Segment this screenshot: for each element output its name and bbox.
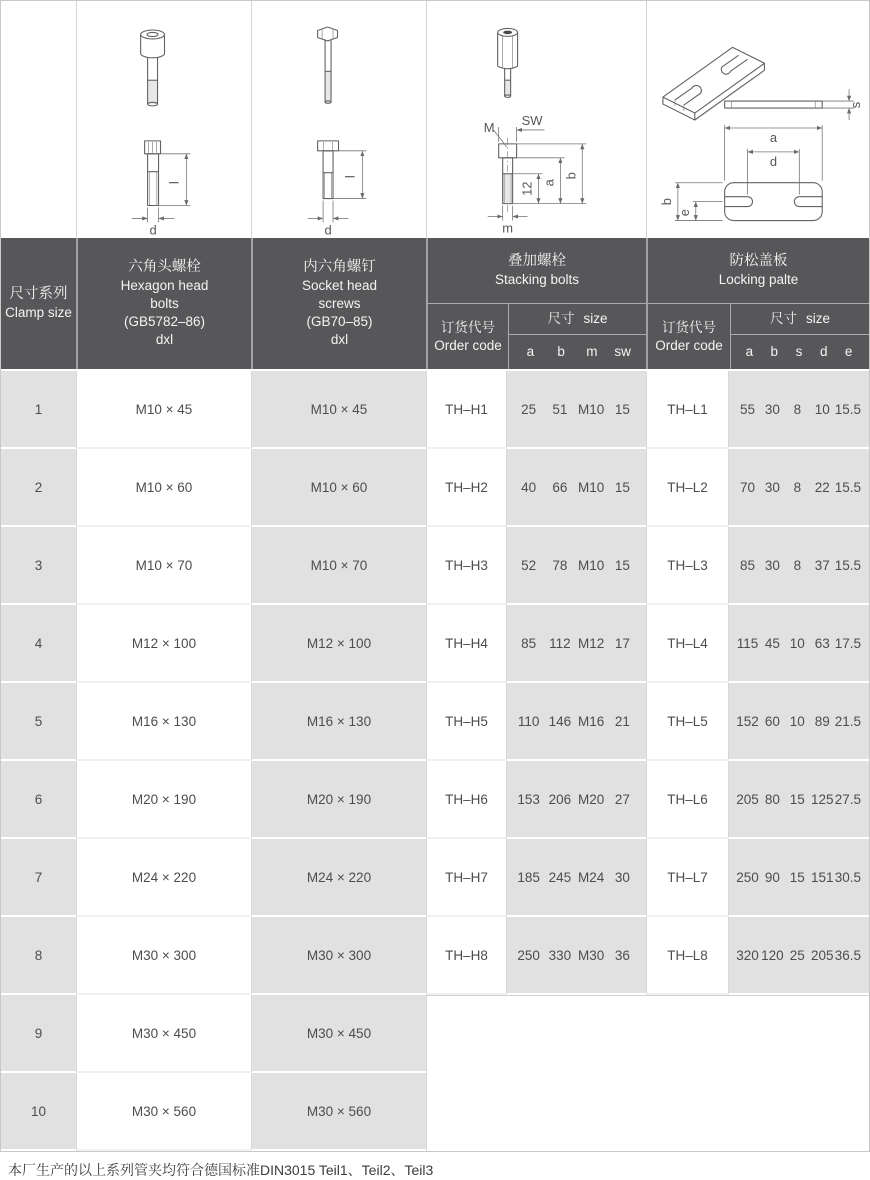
stacking-dims-cell (506, 683, 646, 761)
stacking-dim-value: 17 (614, 635, 630, 651)
socket-screws-header-zh: 内六角螺钉 (303, 259, 376, 276)
locking-dim-value: 10 (789, 635, 805, 651)
dim-letter: sw (614, 344, 631, 360)
stacking-dim-value: M10 (577, 557, 605, 573)
stacking-bolts-header (426, 238, 646, 369)
dim-label-m-thread: M (483, 119, 495, 135)
table-header (1, 238, 869, 371)
socket-screw-spec-cell: M30 × 300 (251, 917, 426, 995)
socket-screw-spec-cell: M30 × 450 (251, 995, 426, 1073)
cap-screw-drawing (76, 1, 251, 238)
locking-order-code-header: 订货代号 Order code (655, 319, 723, 353)
stacking-dim-value: M30 (577, 947, 605, 963)
stacking-dim-value: 250 (517, 947, 540, 963)
dim-label-sw: SW (521, 112, 543, 128)
stacking-bolts-title-en: Stacking bolts (494, 272, 580, 288)
dim-letter: b (770, 344, 778, 360)
locking-dim-value: 120 (761, 947, 784, 963)
locking-dims-cell (728, 449, 869, 527)
locking-dim-value: 15.5 (834, 401, 861, 417)
stacking-order-code-cell: TH–H2 (426, 449, 506, 527)
locking-order-code-cell: TH–L4 (646, 605, 728, 683)
clamp-size-cell: 7 (1, 839, 76, 917)
hex-bolt-drawing (251, 1, 426, 238)
stacking-dim-value: 185 (517, 869, 540, 885)
stacking-dim-value: M20 (577, 791, 605, 807)
hexagon-bolts-header-en: Hexagon head (120, 278, 209, 294)
stacking-dims-cell (506, 527, 646, 605)
stacking-dim-value: 66 (552, 479, 568, 495)
dim-label-d: d (324, 222, 332, 238)
locking-dim-value: 8 (793, 557, 802, 573)
stacking-order-code-cell: TH–H8 (426, 917, 506, 995)
socket-screw-spec-cell: M12 × 100 (251, 605, 426, 683)
clamp-size-cell: 5 (1, 683, 76, 761)
locking-dim-value: 15.5 (834, 479, 861, 495)
locking-dim-value: 205 (736, 791, 759, 807)
stacking-dim-value: M24 (577, 869, 605, 885)
socket-screws-header-en: Socket head (301, 278, 378, 294)
locking-order-code-cell: TH–L1 (646, 371, 728, 449)
stacking-dim-value: 78 (552, 557, 568, 573)
locking-order-code-cell: TH–L3 (646, 527, 728, 605)
stacking-dim-value: 27 (614, 791, 630, 807)
locking-dim-value: 152 (736, 713, 759, 729)
stacking-dim-value: 52 (521, 557, 537, 573)
locking-size-header: 尺寸 size (731, 304, 869, 335)
clamp-size-cell: 4 (1, 605, 76, 683)
locking-dims-cell (728, 605, 869, 683)
locking-dim-value: 30 (764, 479, 780, 495)
dim-letter: a (745, 344, 754, 360)
dim-label-b: b (563, 172, 579, 180)
hex-bolt-spec-cell: M24 × 220 (76, 839, 251, 917)
stacking-dim-value: 206 (548, 791, 572, 807)
stacking-order-code-cell: TH–H5 (426, 683, 506, 761)
stacking-dims-cell (506, 605, 646, 683)
hexagon-bolts-header-en: bolts (150, 296, 179, 312)
clamp-size-cell: 1 (1, 371, 76, 449)
stacking-dim-value: 245 (548, 869, 572, 885)
locking-dim-value: 17.5 (834, 635, 861, 651)
stacking-dim-value: 15 (614, 479, 630, 495)
stacking-order-code-cell: TH–H3 (426, 527, 506, 605)
locking-plate-drawing (646, 1, 869, 238)
locking-dim-value: 27.5 (834, 791, 861, 807)
socket-screws-header-en: screws (318, 296, 361, 312)
locking-dim-value: 15.5 (834, 557, 861, 573)
dim-label-12: 12 (519, 181, 535, 196)
stacking-dim-value: 15 (614, 557, 630, 573)
stacking-order-code-cell: TH–H7 (426, 839, 506, 917)
locking-dim-value: 70 (739, 479, 755, 495)
stacking-order-code-cell: TH–H1 (426, 371, 506, 449)
clamp-size-cell: 9 (1, 995, 76, 1073)
empty-region (426, 995, 869, 1151)
locking-dim-value: 21.5 (834, 713, 861, 729)
drawings-spacer (1, 1, 76, 238)
locking-dim-value: 250 (736, 869, 759, 885)
locking-dim-value: 85 (739, 557, 755, 573)
clamp-size-cell: 10 (1, 1073, 76, 1151)
hex-bolt-spec-cell: M30 × 560 (76, 1073, 251, 1151)
locking-dim-value: 8 (793, 401, 802, 417)
stacking-dim-value: 85 (521, 635, 537, 651)
hex-bolt-spec-cell: M30 × 450 (76, 995, 251, 1073)
locking-dim-value: 151 (810, 869, 834, 885)
locking-dim-value: 36.5 (834, 947, 861, 963)
locking-dim-value: 15 (789, 869, 805, 885)
hexagon-bolts-header-std: (GB5782–86) (123, 314, 206, 330)
stacking-dim-value: 21 (614, 713, 630, 729)
dim-label-l: l (166, 181, 182, 185)
locking-dim-value: 30 (764, 401, 780, 417)
locking-plate-title-zh: 防松盖板 (729, 253, 788, 270)
stacking-dim-value: 112 (549, 635, 571, 651)
hex-bolt-spec-cell: M12 × 100 (76, 605, 251, 683)
locking-dims-cell (728, 917, 869, 995)
stacking-dims-cell (506, 917, 646, 995)
dim-label-d: d (769, 153, 778, 169)
clamp-size-header-zh: 尺寸系列 (9, 286, 68, 303)
locking-order-code-cell: TH–L2 (646, 449, 728, 527)
stacking-dim-value: 36 (614, 947, 630, 963)
locking-dim-value: 25 (789, 947, 805, 963)
locking-dim-value: 37 (814, 557, 830, 573)
stacking-bolts-title-zh: 叠加螺栓 (508, 253, 566, 270)
locking-dim-value: 10 (789, 713, 805, 729)
clamp-size-cell: 6 (1, 761, 76, 839)
hex-bolt-spec-cell: M10 × 70 (76, 527, 251, 605)
stacking-dim-value: 15 (614, 401, 630, 417)
socket-screw-spec-cell: M10 × 70 (251, 527, 426, 605)
locking-dim-value: 80 (764, 791, 780, 807)
hex-bolt-spec-cell: M10 × 45 (76, 371, 251, 449)
clamp-size-cell: 8 (1, 917, 76, 995)
locking-plate-title-en: Locking palte (718, 272, 799, 288)
dim-label-d: d (149, 222, 157, 238)
dim-label-m: m (502, 220, 514, 236)
stacking-dim-value: 110 (517, 713, 540, 729)
stacking-dim-value: M16 (577, 713, 605, 729)
footer-note: 本厂生产的以上系列管夹均符合德国标准DIN3015 Teil1、Teil2、Teil3 (8, 1162, 434, 1178)
socket-screw-spec-cell: M10 × 60 (251, 449, 426, 527)
locking-dim-letters (731, 335, 869, 369)
dim-letter: d (820, 344, 828, 360)
dim-letter: e (844, 344, 853, 360)
socket-screw-spec-cell: M24 × 220 (251, 839, 426, 917)
clamp-size-header-en: Clamp size (5, 305, 72, 321)
locking-dim-value: 90 (764, 869, 780, 885)
stacking-dim-value: 25 (521, 401, 537, 417)
locking-order-code-cell: TH–L7 (646, 839, 728, 917)
dim-letter: s (795, 344, 803, 360)
locking-dim-value: 22 (814, 479, 830, 495)
locking-dim-value: 89 (814, 713, 830, 729)
dim-label-b: b (658, 198, 674, 206)
locking-dim-value: 45 (764, 635, 780, 651)
stacking-dim-letters (509, 335, 646, 369)
locking-dim-value: 15 (789, 791, 805, 807)
socket-screw-spec-cell: M20 × 190 (251, 761, 426, 839)
hex-bolt-spec-cell: M20 × 190 (76, 761, 251, 839)
socket-screws-header (251, 238, 426, 369)
clamp-size-cell: 3 (1, 527, 76, 605)
hexagon-bolts-header-dxl: dxl (155, 331, 174, 347)
stacking-order-code-cell: TH–H4 (426, 605, 506, 683)
dim-label-a: a (541, 179, 557, 187)
stacking-dim-value: M12 (577, 635, 605, 651)
locking-dim-value: 115 (736, 635, 759, 651)
locking-dim-value: 10 (814, 401, 830, 417)
hex-bolt-spec-cell: M30 × 300 (76, 917, 251, 995)
hexagon-bolts-header-zh: 六角头螺栓 (128, 259, 201, 276)
dim-label-a: a (769, 129, 778, 145)
locking-dim-value: 30.5 (834, 869, 861, 885)
socket-screw-spec-cell: M30 × 560 (251, 1073, 426, 1151)
stacking-dim-value: M10 (577, 401, 605, 417)
locking-dims-cell (728, 371, 869, 449)
locking-dim-value: 55 (739, 401, 755, 417)
dim-letter: a (526, 344, 535, 360)
dim-letter: b (557, 344, 565, 360)
stacking-order-code-header: 订货代号 Order code (434, 319, 502, 353)
stacking-bolt-drawing (426, 1, 646, 238)
hex-bolt-spec-cell: M10 × 60 (76, 449, 251, 527)
locking-dim-value: 125 (810, 791, 834, 807)
stacking-dim-value: 330 (548, 947, 572, 963)
stacking-dim-value: 40 (521, 479, 537, 495)
dim-label-l: l (342, 175, 358, 179)
locking-dim-value: 320 (736, 947, 759, 963)
stacking-dim-value: M10 (577, 479, 605, 495)
locking-dim-value: 60 (764, 713, 780, 729)
hexagon-bolts-header (76, 238, 251, 369)
socket-screw-spec-cell: M16 × 130 (251, 683, 426, 761)
locking-dim-value: 63 (814, 635, 830, 651)
locking-plate-header (646, 238, 869, 369)
socket-screws-header-dxl: dxl (330, 331, 349, 347)
locking-dim-value: 205 (810, 947, 834, 963)
locking-dims-cell (728, 839, 869, 917)
locking-order-code-cell: TH–L6 (646, 761, 728, 839)
locking-dims-cell (728, 683, 869, 761)
socket-screw-spec-cell: M10 × 45 (251, 371, 426, 449)
locking-order-code-cell: TH–L8 (646, 917, 728, 995)
clamp-size-header (1, 238, 76, 369)
stacking-dims-cell (506, 371, 646, 449)
stacking-dim-value: 30 (614, 869, 630, 885)
hex-bolt-spec-cell: M16 × 130 (76, 683, 251, 761)
socket-screws-header-std: (GB70–85) (306, 314, 373, 330)
locking-dims-cell (728, 527, 869, 605)
stacking-dim-value: 153 (517, 791, 540, 807)
locking-dim-value: 30 (764, 557, 780, 573)
stacking-size-header: 尺寸 size (509, 304, 646, 335)
stacking-dim-value: 146 (548, 713, 572, 729)
clamp-size-cell: 2 (1, 449, 76, 527)
dim-label-e: e (676, 208, 692, 217)
stacking-dim-value: 51 (552, 401, 568, 417)
stacking-dims-cell (506, 839, 646, 917)
drawings-row (1, 1, 869, 238)
locking-dims-cell (728, 761, 869, 839)
table-body (1, 371, 869, 1151)
stacking-order-code-cell: TH–H6 (426, 761, 506, 839)
dim-label-s: s (848, 101, 864, 109)
dim-letter: m (586, 344, 598, 360)
locking-dim-value: 8 (793, 479, 802, 495)
stacking-dims-cell (506, 449, 646, 527)
stacking-dims-cell (506, 761, 646, 839)
locking-order-code-cell: TH–L5 (646, 683, 728, 761)
